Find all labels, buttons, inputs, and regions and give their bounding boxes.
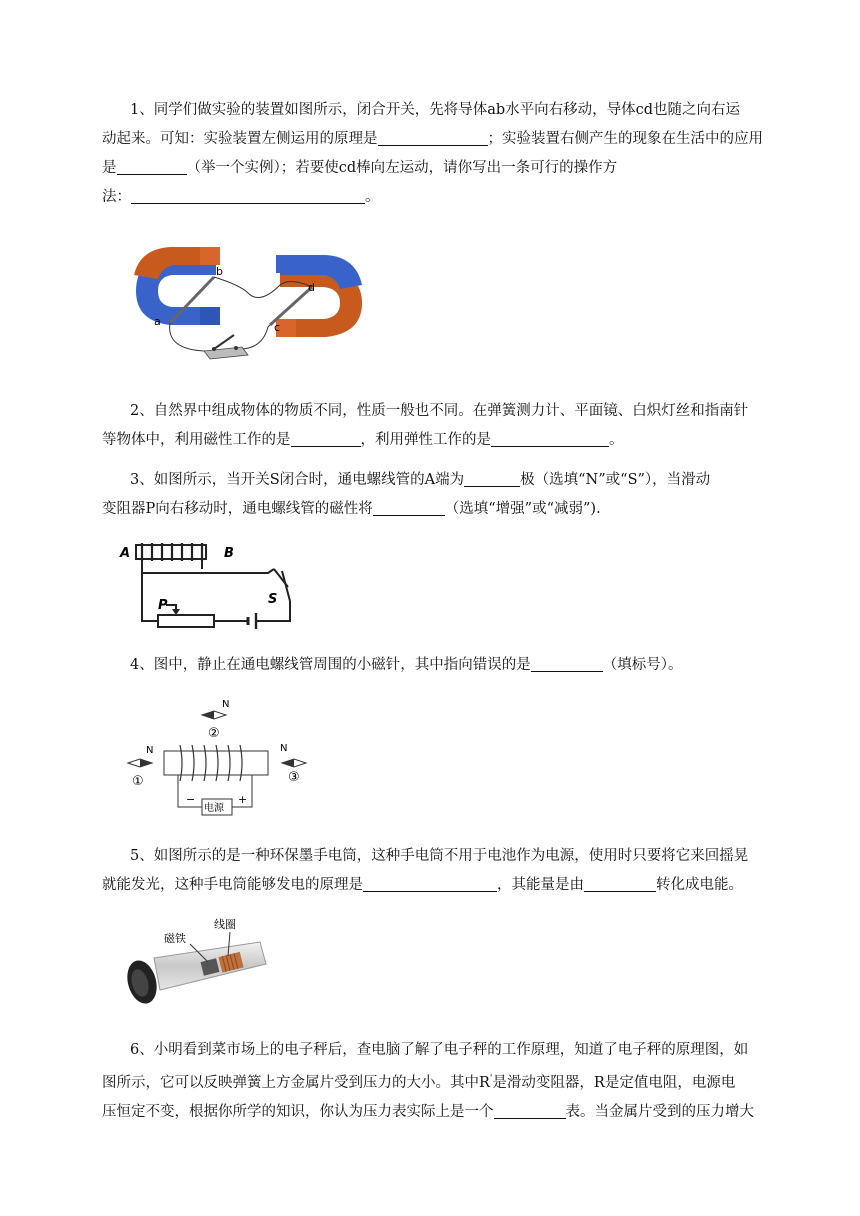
question-6-text: 是滑动变阻器，R是定值电阻，电源电 [492,1074,736,1091]
question-1-text: 动起来。可知：实验装置左侧运用的原理是 [102,131,378,147]
label-d: d [308,281,315,294]
question-3-text: 3、如图所示，当开关S闭合时，通电螺线管的A端为 [130,472,465,488]
question-5 [102,842,802,900]
question-6-text: 图所示，它可以反映弹簧上方金属片受到压力的大小。其中R [102,1074,490,1091]
question-1 [102,96,802,212]
label-B: B [224,546,234,561]
answer-blank[interactable] [491,430,609,447]
question-1-text: 是 [102,160,117,176]
figure-3-solenoid-circuit [118,537,298,633]
question-1-text: 。 [365,189,380,205]
answer-blank[interactable] [584,875,656,892]
question-4-line-1 [102,651,802,680]
answer-blank[interactable] [464,470,520,487]
answer-blank[interactable] [291,430,361,447]
switch-icon [204,335,248,359]
question-1-text: ；实验装置右侧产生的现象在生活中的应用 [487,131,763,147]
answer-blank[interactable] [378,129,488,146]
plus-label: + [238,793,248,806]
answer-blank[interactable] [117,158,187,175]
compass-1-number: ① [132,774,144,789]
question-4 [102,651,802,680]
question-5-text: 转化成电能。 [656,877,743,893]
question-1-line-4 [102,183,802,212]
question-2-text: ，利用弹性工作的是 [360,432,491,448]
label-a: a [154,315,161,328]
question-4-text: （填标号）。 [602,657,683,673]
compass-2-number: ② [208,726,220,741]
power-source-label: 电源 [204,803,224,814]
question-1-text: 法： [102,189,131,205]
question-2-line-2 [102,426,802,455]
compass-3-north-label: N [280,743,288,754]
question-5-line-1: 5、如图所示的是一种环保墨手电筒，这种手电筒不用于电池作为电源，使用时只要将它来回摇晃 [130,848,749,864]
label-S: S [268,592,278,607]
answer-blank[interactable] [363,875,497,892]
question-2-text: 。 [609,432,624,448]
answer-blank[interactable] [531,655,603,672]
label-A: A [120,546,131,561]
question-6-line-1: 6、小明看到菜市场上的电子秤后，查电脑了解了电子秤的工作原理，知道了电子秤的原理图，如 [130,1042,749,1058]
question-1-line-1: 1、同学们做实验的装置如图所示，闭合开关，先将导体ab水平向右移动，导体cd也随之向右运 [130,102,741,118]
label-P: P [158,598,168,613]
question-6-line-2 [102,1065,802,1098]
question-6-line-3 [102,1098,802,1127]
question-3-text: （选填“增强”或“减弱”). [444,501,601,517]
compass-3-number: ③ [288,770,300,785]
question-3-line-1 [102,466,802,495]
question-2 [102,397,802,455]
figure-5-flashlight [120,912,270,1020]
question-1-line-3 [102,154,802,183]
question-1-line-2 [102,125,802,154]
minus-label: − [186,793,196,806]
question-2-line-1: 2、自然界中组成物体的物质不同，性质一般也不同。在弹簧测力计、平面镜、白炽灯丝和指南针 [130,403,749,419]
question-6-text: 表。当金属片受到的压力增大 [565,1103,754,1120]
question-2-text: 等物体中，利用磁性工作的是 [102,432,291,448]
question-5-line-2 [102,871,802,900]
label-b: b [216,265,223,278]
question-6 [102,1036,802,1127]
question-3-line-2 [102,495,802,524]
question-3-text: 极（选填“N”或“S”），当滑动 [520,472,711,488]
question-4-text: 4、图中，静止在通电螺线管周围的小磁针，其中指向错误的是 [130,657,531,673]
figure-1-magnets-apparatus [130,245,370,365]
compass-2-north-label: N [222,699,230,710]
question-5-text: ，其能量是由 [497,877,584,893]
answer-blank[interactable] [373,499,445,516]
figure-4-compass-needles [118,693,328,825]
answer-blank[interactable] [494,1102,566,1119]
compass-1-north-label: N [146,745,154,756]
question-5-text: 就能发光，这种手电筒能够发电的原理是 [102,877,363,893]
question-6-text: 压恒定不变，根据你所学的知识，你认为压力表实际上是一个 [102,1103,494,1120]
coil-label: 线圈 [214,918,236,931]
prime-mark: ' [489,1074,493,1084]
question-1-text: （举一个实例）；若要使cd棒向左运动，请你写出一条可行的操作方 [186,160,618,176]
answer-blank[interactable] [131,187,365,204]
label-c: c [274,321,281,334]
question-3-text: 变阻器P向右移动时，通电螺线管的磁性将 [102,501,373,517]
question-3 [102,466,802,524]
magnet-label: 磁铁 [164,932,186,945]
